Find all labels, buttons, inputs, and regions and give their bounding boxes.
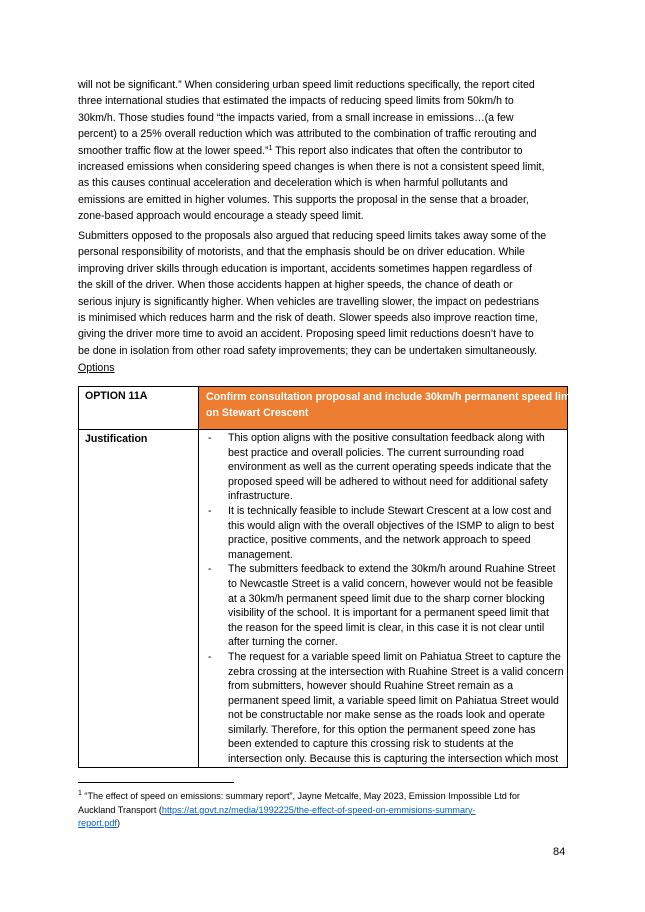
justification-label-cell: Justification (79, 430, 199, 768)
text-line: three international studies that estimated the impacts of reducing speed limits from 50km/h to (78, 95, 514, 108)
text-line: as this causes continual acceleration and deceleration which is when harmful pollutants and (78, 177, 508, 190)
text-line: been extended to capture this crossing risk to students at the (228, 738, 514, 751)
option-title-line: Confirm consultation proposal and include 30km/h permanent speed limit (206, 391, 577, 403)
list-item (199, 650, 563, 767)
text-line: improving driver skills through education is important, accidents sometimes happen regardless of (78, 262, 532, 275)
text-line: proposed speed will be adhered to without need for additional safety (228, 475, 548, 488)
text-line: It is technically feasible to include Stewart Crescent at a low cost and (228, 504, 552, 517)
text-line: is minimised which reduces harm and the risk of death. Slower speeds also improve reaction time, (78, 312, 538, 325)
footnote-number: 1 (78, 790, 82, 797)
justification-list (199, 430, 567, 767)
footnote-separator (78, 782, 234, 783)
text-line: environment as well as the current operating speeds indicate that the (228, 461, 552, 474)
table-row (79, 387, 568, 430)
text-line: be done in isolation from other road safety improvements; they can be undertaken simultaneously. (78, 344, 538, 357)
text-line (78, 143, 568, 159)
text-fragment: This report also indicates that often the contributor to (272, 144, 523, 157)
footnote-line (78, 817, 578, 831)
text-line: best practice and overall policies. The current surrounding road (228, 446, 525, 459)
text-line: The request for a variable speed limit on Pahiatua Street to capture the (228, 650, 561, 663)
text-line: infrastructure. (228, 490, 293, 503)
list-item (199, 504, 563, 562)
option-title-line: on Stewart Crescent (206, 407, 309, 419)
text-line: visibility of the school. It is important for a permanent speed limit that (228, 607, 549, 620)
text-line: This option aligns with the positive consultation feedback along with (228, 432, 545, 444)
text-line: after turning the corner. (228, 636, 338, 649)
option-label-cell: OPTION 11A (79, 387, 199, 430)
footnote (78, 790, 578, 831)
text-line: intersection only. Because this is capturing the intersection which most (228, 753, 559, 766)
footnote-text: Auckland Transport ( (78, 804, 162, 815)
dash-bullet: - (208, 504, 212, 517)
text-line: increased emissions when considering speed changes is when there is not a consistent speed limit, (78, 161, 545, 174)
justification-content-cell (199, 430, 568, 768)
text-line: giving the driver more time to avoid an accident. Proposing speed limit reductions doesn’t have to (78, 328, 534, 341)
footnote-link[interactable]: https://at.govt.nz/media/1992225/the-effect-of-speed-on-emmisions-summary- (161, 804, 476, 815)
option-title-cell (199, 387, 577, 430)
text-line: at a 30km/h permanent speed limit due to the sharp corner blocking (228, 592, 545, 605)
text-line: will not be significant.” When considering urban speed limit reductions specifically, the report cited (78, 79, 535, 91)
text-line: not be constructable nor make sense as the roads look and operate (228, 709, 545, 722)
text-line: zone-based approach would encourage a steady speed limit. (78, 210, 364, 223)
options-heading: Options (78, 362, 115, 374)
table-row (79, 430, 568, 768)
footnote-reference[interactable]: 1 (268, 144, 273, 152)
text-line: emissions are emitted in higher volumes. This supports the proposal in the sense that a broader, (78, 193, 529, 206)
text-line: to Newcastle Street is a valid concern, however would not be feasible (228, 577, 554, 590)
text-line: this would align with the overall objectives of the ISMP to align to best (228, 519, 555, 532)
footnote-text: “The effect of speed on emissions: summary report”, Jayne Metcalfe, May 2023, Emission Impossible Ltd for (81, 791, 520, 801)
paragraph-emissions (78, 77, 568, 225)
page-number: 84 (553, 846, 566, 858)
footnote-text: ) (116, 818, 120, 829)
text-fragment: smoother traffic flow at the lower speed.” (78, 144, 269, 157)
text-line: percent) to a 25% overall reduction which was attributed to the combination of traffic rerouting and (78, 128, 537, 141)
text-line: zebra crossing at the intersection with Ruahine Street is a valid concern (228, 665, 564, 678)
text-line: the reason for the speed limit is clear, in this case it is not clear until (228, 621, 545, 634)
text-line: permanent speed limit, a variable speed limit on Pahiatua Street would (228, 694, 559, 707)
footnote-line (78, 790, 578, 804)
list-item (199, 562, 563, 650)
list-item (199, 431, 563, 504)
text-line: practice, positive comments, and the network approach to speed (228, 534, 531, 547)
text-line: management. (228, 548, 293, 561)
footnote-link[interactable]: report.pdf (78, 818, 117, 829)
text-line: from submitters, however should Ruahine Street remain as a (228, 680, 513, 693)
text-line: The submitters feedback to extend the 30km/h around Ruahine Street (228, 563, 556, 576)
dash-bullet: - (208, 432, 212, 444)
text-line: the skill of the driver. When those accidents happen at higher speeds, the chance of death or (78, 279, 513, 292)
dash-bullet: - (208, 563, 212, 576)
text-line: similarly. Therefore, for this option the permanent speed zone has (228, 723, 536, 736)
paragraph-driver-education (78, 228, 568, 359)
dash-bullet: - (208, 650, 212, 663)
text-line: 30km/h. Those studies found “the impacts varied, from a small increase in emissions…(a few (78, 111, 514, 124)
options-table (78, 386, 577, 768)
footnote-line (78, 804, 578, 818)
text-line: Submitters opposed to the proposals also argued that reducing speed limits takes away some of the (78, 230, 547, 242)
text-line: serious injury is significantly higher. When vehicles are travelling slower, the impact on pedestrians (78, 295, 540, 308)
text-line: personal responsibility of motorists, and that the emphasis should be on driver education. While (78, 246, 525, 259)
